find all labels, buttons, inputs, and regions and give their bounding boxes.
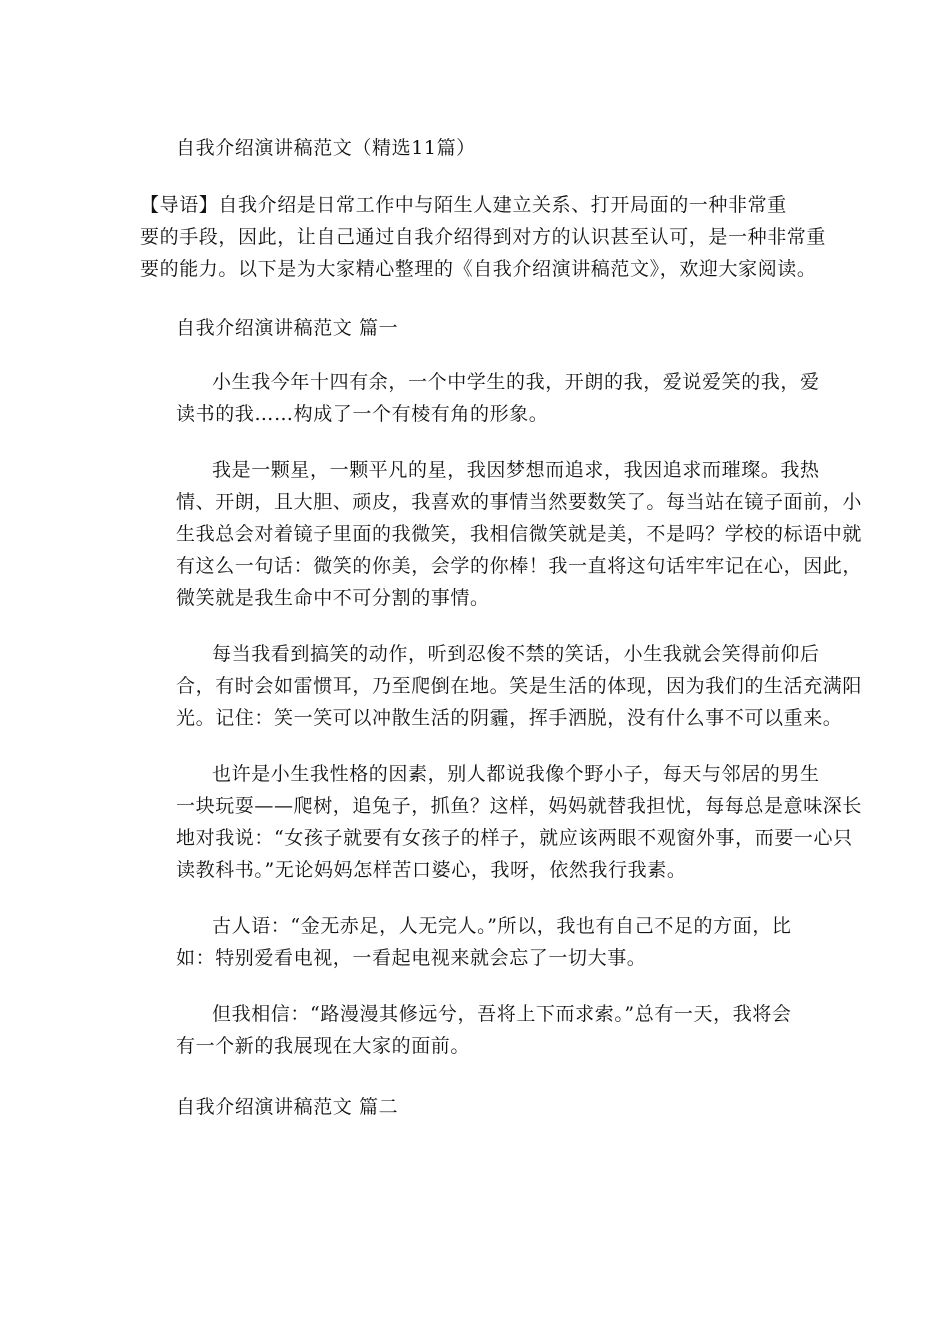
intro-line: 要的能力。以下是为大家精心整理的《自我介绍演讲稿范文》，欢迎大家阅读。: [140, 258, 817, 280]
paragraph-line: 每当我看到搞笑的动作，听到忍俊不禁的笑话，小生我就会笑得前仰后: [212, 643, 820, 665]
paragraph-line: 有这么一句话：微笑的你美，会学的你棒！我一直将这句话牢牢记在心，因此，: [176, 555, 863, 577]
paragraph-line: 生我总会对着镜子里面的我微笑，我相信微笑就是美，不是吗？学校的标语中就: [176, 523, 863, 545]
paragraph-line: 情、开朗，且大胆、顽皮，我喜欢的事情当然要数笑了。每当站在镜子面前，小: [176, 491, 863, 513]
paragraph-line: 古人语：“金无赤足，人无完人。”所以，我也有自己不足的方面，比: [212, 915, 792, 937]
paragraph-line: 合，有时会如雷惯耳，乃至爬倒在地。笑是生活的体现，因为我们的生活充满阳: [176, 675, 863, 697]
paragraph-line: 有一个新的我展现在大家的面前。: [176, 1035, 471, 1057]
section-heading: 自我介绍演讲稿范文 篇二: [176, 1096, 399, 1118]
paragraph-line: 如：特别爱看电视，一看起电视来就会忘了一切大事。: [176, 947, 647, 969]
section-heading: 自我介绍演讲稿范文 篇一: [176, 317, 399, 339]
paragraph-line: 小生我今年十四有余，一个中学生的我，开朗的我，爱说爱笑的我，爱: [212, 371, 820, 393]
paragraph-line: 也许是小生我性格的因素，别人都说我像个野小子，每天与邻居的男生: [212, 763, 820, 785]
intro-line: 要的手段，因此，让自己通过自我介绍得到对方的认识甚至认可，是一种非常重: [140, 226, 827, 248]
document-title: 自我介绍演讲稿范文（精选11篇）: [176, 137, 476, 159]
paragraph-line: 读书的我……构成了一个有棱有角的形象。: [176, 403, 549, 425]
paragraph-line: 微笑就是我生命中不可分割的事情。: [176, 587, 490, 609]
paragraph-line: 一块玩耍——爬树，追兔子，抓鱼？这样，妈妈就替我担忧，每每总是意味深长: [176, 795, 863, 817]
paragraph-line: 地对我说：“女孩子就要有女孩子的样子，就应该两眼不观窗外事，而要一心只: [176, 827, 853, 849]
paragraph-line: 但我相信：“路漫漫其修远兮，吾将上下而求索。”总有一天，我将会: [212, 1003, 792, 1025]
paragraph-line: 读教科书。”无论妈妈怎样苦口婆心，我呀，依然我行我素。: [176, 859, 687, 881]
paragraph-line: 光。记住：笑一笑可以冲散生活的阴霾，挥手洒脱，没有什么事不可以重来。: [176, 707, 843, 729]
paragraph-line: 我是一颗星，一颗平凡的星，我因梦想而追求，我因追求而璀璨。我热: [212, 459, 820, 481]
intro-line: 【导语】自我介绍是日常工作中与陌生人建立关系、打开局面的一种非常重: [140, 194, 787, 216]
